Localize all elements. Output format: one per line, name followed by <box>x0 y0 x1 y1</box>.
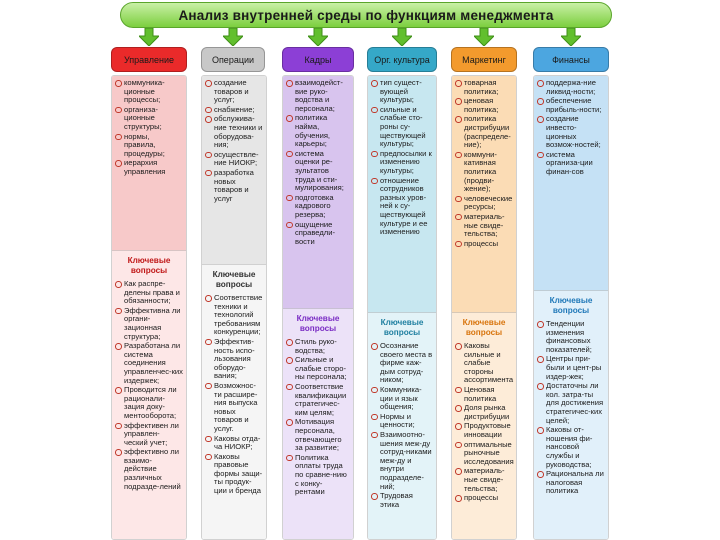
list-item <box>286 418 350 452</box>
bullet-icon <box>286 151 293 158</box>
list-item <box>205 453 263 496</box>
bullet-icon <box>205 116 212 123</box>
list-item <box>205 435 263 452</box>
question-text: Нормы и ценности; <box>380 411 415 430</box>
bullet-icon <box>115 281 122 288</box>
key-questions <box>283 308 353 540</box>
list-item <box>455 494 513 503</box>
list-item <box>205 115 263 149</box>
page-title: Анализ внутренней среды по функциям менеджмента <box>120 2 612 28</box>
column-body <box>533 75 609 540</box>
column-header: Орг. культура <box>367 47 437 72</box>
column-body <box>282 75 354 540</box>
bullet-icon <box>286 195 293 202</box>
list-item <box>537 115 605 149</box>
list-item <box>286 356 350 382</box>
key-questions <box>112 250 186 540</box>
bullet-icon <box>205 454 212 461</box>
item-text: предпосылки к изменению культуры; <box>380 148 432 175</box>
list-item <box>371 177 433 237</box>
question-text: Политика оплаты труда по сравне-нию с конку-рентами <box>295 452 347 497</box>
item-text: коммуника-ционные процессы; <box>124 78 165 105</box>
column-header: Финансы <box>533 47 609 72</box>
question-text: Рациональна ли налоговая политика <box>546 469 604 496</box>
list-item <box>286 338 350 355</box>
function-column <box>533 47 609 496</box>
key-questions-title: Ключевые вопросы <box>380 318 424 337</box>
item-text: обеспечение прибыль-ности; <box>546 96 602 114</box>
list-item <box>455 422 513 439</box>
list-item <box>205 294 263 337</box>
list-item <box>455 79 513 96</box>
item-text: подготовка кадрового резерва; <box>295 192 334 219</box>
item-text: поддержа-ние ликвид-ности; <box>546 78 596 96</box>
list-item <box>205 106 263 115</box>
question-text: Мотивация персонала, отвечающего за развитие; <box>295 417 342 453</box>
question-text: Трудовая этика <box>380 491 413 509</box>
item-text: ощущение справедли-вости <box>295 219 335 246</box>
key-questions <box>368 312 436 540</box>
item-text: ценовая политика; <box>464 96 499 114</box>
column-body <box>367 75 437 540</box>
bullet-icon <box>537 471 544 478</box>
list-item <box>537 426 605 469</box>
item-text: сильные и слабые сто-роны су-ществующей культуры; <box>380 104 426 149</box>
bullet-icon <box>286 455 293 462</box>
bullet-icon <box>455 80 462 87</box>
bullet-icon <box>205 295 212 302</box>
item-text: товарная политика; <box>464 78 499 96</box>
list-item <box>455 115 513 149</box>
question-text: Стиль руко-водства; <box>295 337 337 355</box>
list-item <box>537 355 605 381</box>
bullet-icon <box>115 160 122 167</box>
bullet-icon <box>115 423 122 430</box>
key-questions <box>534 290 608 540</box>
list-item <box>115 448 183 491</box>
key-questions-title: Ключевые вопросы <box>296 314 340 333</box>
key-questions-title: Ключевые вопросы <box>549 296 593 315</box>
question-text: Разработана ли система соединения управленчес-ких издержек; <box>124 341 183 385</box>
bullet-icon <box>115 449 122 456</box>
list-item <box>115 280 183 306</box>
question-text: Ценовая политика <box>464 384 497 403</box>
list-item <box>455 213 513 239</box>
list-item <box>455 342 513 385</box>
item-text: осуществле-ние НИОКР; <box>214 149 259 168</box>
item-text: политика найма, обучения, карьеры; <box>295 113 331 149</box>
question-text: Соответствие квалификации стратегичес-ким целям; <box>295 381 347 417</box>
bullet-icon <box>371 343 378 350</box>
bullet-icon <box>286 419 293 426</box>
list-item <box>115 307 183 341</box>
analysis-items <box>283 76 353 308</box>
list-item <box>371 342 433 385</box>
bullet-icon <box>205 152 212 159</box>
item-text: материаль-ные свиде-тельства; <box>464 211 505 239</box>
bullet-icon <box>286 339 293 346</box>
list-item <box>455 97 513 114</box>
question-text: Сильные и слабые сторо-ны персонала; <box>295 355 347 382</box>
function-column <box>111 47 187 491</box>
down-arrow-icon <box>223 28 243 46</box>
list-item <box>537 382 605 425</box>
item-text: политика дистрибуции (распределе-ние); <box>464 114 511 150</box>
bullet-icon <box>115 387 122 394</box>
question-text: Продуктовые инновации <box>464 421 511 439</box>
bullet-icon <box>205 436 212 443</box>
question-text: Возможнос-ти расшире-ния выпуска новых товаров и услуг. <box>214 380 258 433</box>
bullet-icon <box>455 116 462 123</box>
list-item <box>286 383 350 417</box>
list-item <box>371 431 433 491</box>
bullet-icon <box>286 115 293 122</box>
bullet-icon <box>537 116 544 123</box>
bullet-icon <box>455 405 462 412</box>
bullet-icon <box>537 356 544 363</box>
question-text: оптимальные рыночные исследования <box>464 439 514 466</box>
key-questions <box>202 264 266 540</box>
list-item <box>115 133 183 159</box>
column-header: Кадры <box>282 47 354 72</box>
list-item <box>115 422 183 448</box>
bullet-icon <box>371 178 378 185</box>
list-item <box>115 106 183 132</box>
function-column <box>201 47 267 496</box>
column-header: Управление <box>111 47 187 72</box>
column-header: Маркетинг <box>451 47 517 72</box>
bullet-icon <box>537 152 544 159</box>
question-text: Эффектив-ность испо-льзования оборудо-вания; <box>214 336 255 381</box>
list-item <box>371 492 433 509</box>
bullet-icon <box>205 80 212 87</box>
bullet-icon <box>455 196 462 203</box>
item-text: человеческие ресурсы; <box>464 193 513 212</box>
item-text: разработка новых товаров и услуг <box>214 167 254 203</box>
bullet-icon <box>205 383 212 390</box>
item-text: создание инвесто-ционных возмож-ностей; <box>546 114 601 150</box>
item-text: процессы <box>464 238 499 248</box>
key-questions <box>452 312 516 540</box>
question-text: Взаимоотно-шения меж-ду сотруд-никами меж-ду и внутри подразделе-ний; <box>380 429 432 491</box>
bullet-icon <box>115 343 122 350</box>
bullet-icon <box>537 321 544 328</box>
list-item <box>115 342 183 385</box>
item-text: взаимодейст-вие руко-водства и персонала; <box>295 78 343 113</box>
question-text: Проводится ли рационали-зация доку-ментооборота; <box>124 385 177 420</box>
item-text: обслужива-ние техники и оборудова-ния; <box>214 114 263 150</box>
question-text: Коммуника-ции и язык общения; <box>380 384 422 412</box>
bullet-icon <box>115 308 122 315</box>
bullet-icon <box>371 80 378 87</box>
bullet-icon <box>537 427 544 434</box>
key-questions-title: Ключевые вопросы <box>212 270 256 289</box>
question-text: Эффективна ли органи-зационная структура; <box>124 305 181 341</box>
bullet-icon <box>115 134 122 141</box>
question-text: Каковы от-ношения фи-нансовой службы и руководства; <box>546 425 593 469</box>
question-text: процессы <box>464 493 499 503</box>
question-text: материаль-ные свиде-тельства; <box>464 466 505 493</box>
list-item <box>455 467 513 493</box>
item-text: снабжение; <box>214 104 255 114</box>
list-item <box>205 79 263 105</box>
bullet-icon <box>455 241 462 248</box>
list-item <box>455 151 513 194</box>
question-text: Центры при-были и цент-ры издер-жек; <box>546 354 602 381</box>
bullet-icon <box>371 387 378 394</box>
item-text: иерархия управления <box>124 158 166 176</box>
question-text: Тенденции изменения финансовых показателей; <box>546 319 592 354</box>
down-arrow-icon <box>308 28 328 46</box>
bullet-icon <box>205 107 212 114</box>
list-item <box>286 79 350 113</box>
question-text: Каковы правовые формы защи-ты продук-ции и бренда <box>214 451 263 496</box>
question-text: Доля рынка дистрибуции <box>464 403 510 421</box>
bullet-icon <box>455 387 462 394</box>
bullet-icon <box>115 80 122 87</box>
key-questions-title: Ключевые вопросы <box>462 318 506 337</box>
column-body <box>111 75 187 540</box>
item-text: нормы, правила, процедуры; <box>124 131 165 158</box>
list-item <box>371 150 433 176</box>
bullet-icon <box>455 442 462 449</box>
list-item <box>286 150 350 193</box>
bullet-icon <box>455 98 462 105</box>
bullet-icon <box>455 214 462 221</box>
bullet-icon <box>455 343 462 350</box>
list-item <box>115 386 183 420</box>
column-body <box>451 75 517 540</box>
question-text: Осознание своего места в фирме каж-дым сотруд-ником; <box>380 341 433 385</box>
down-arrow-icon <box>474 28 494 46</box>
analysis-items <box>368 76 436 312</box>
list-item <box>205 382 263 434</box>
bullet-icon <box>205 339 212 346</box>
question-text: Как распре-делены права и обязанности; <box>124 279 180 306</box>
list-item <box>286 221 350 247</box>
question-text: Достаточны ли кол. затра-ты для достижения стратегичес-ких целей; <box>546 381 604 425</box>
list-item <box>371 413 433 430</box>
analysis-items <box>112 76 186 250</box>
bullet-icon <box>455 152 462 159</box>
list-item <box>455 386 513 403</box>
list-item <box>115 159 183 176</box>
down-arrow-icon <box>139 28 159 46</box>
list-item <box>115 79 183 105</box>
list-item <box>371 106 433 149</box>
bullet-icon <box>455 423 462 430</box>
list-item <box>455 441 513 467</box>
bullet-icon <box>537 383 544 390</box>
list-item <box>205 169 263 203</box>
bullet-icon <box>371 414 378 421</box>
item-text: система оценки ре-зультатов труда и сти-мулирования; <box>295 148 344 193</box>
list-item <box>537 470 605 496</box>
analysis-items <box>452 76 516 312</box>
list-item <box>371 386 433 412</box>
key-questions-title: Ключевые вопросы <box>127 256 171 275</box>
question-text: эффективно ли взаимо-действие различных подразде-лений <box>124 447 181 491</box>
function-column <box>367 47 437 509</box>
bullet-icon <box>115 107 122 114</box>
list-item <box>455 240 513 249</box>
function-column <box>451 47 517 503</box>
bullet-icon <box>286 222 293 229</box>
down-arrow-icon <box>392 28 412 46</box>
bullet-icon <box>371 493 378 500</box>
list-item <box>205 151 263 168</box>
question-text: эффективен ли управлен-ческий учет; <box>124 420 179 447</box>
list-item <box>286 454 350 497</box>
question-text: Каковы сильные и слабые стороны ассортимента <box>464 341 514 385</box>
bullet-icon <box>205 170 212 177</box>
question-text: Каковы отда-ча НИОКР; <box>214 433 261 452</box>
bullet-icon <box>371 151 378 158</box>
item-text: отношение сотрудников разных уров-ней к су-ществующей культуре и ее изменению <box>380 175 428 237</box>
bullet-icon <box>537 98 544 105</box>
bullet-icon <box>537 80 544 87</box>
column-header: Операции <box>201 47 265 72</box>
bullet-icon <box>286 357 293 364</box>
list-item <box>537 320 605 354</box>
list-item <box>537 151 605 177</box>
down-arrow-icon <box>561 28 581 46</box>
function-column <box>282 47 354 497</box>
item-text: система организа-ции финан-сов <box>546 149 593 176</box>
list-item <box>537 97 605 114</box>
bullet-icon <box>371 107 378 114</box>
item-text: организа-ционные структуры; <box>124 104 162 131</box>
list-item <box>537 79 605 96</box>
list-item <box>205 338 263 381</box>
analysis-items <box>202 76 266 264</box>
list-item <box>286 114 350 148</box>
bullet-icon <box>371 432 378 439</box>
list-item <box>286 194 350 220</box>
list-item <box>455 404 513 421</box>
list-item <box>455 195 513 212</box>
bullet-icon <box>286 80 293 87</box>
bullet-icon <box>455 468 462 475</box>
question-text: Соответствие техники и технологий требованиям конкуренции; <box>214 293 263 337</box>
column-body <box>201 75 267 540</box>
item-text: коммуни-кативная политика (продви-жение); <box>464 149 497 194</box>
list-item <box>371 79 433 105</box>
item-text: тип сущест-вующей культуры; <box>380 78 422 105</box>
analysis-items <box>534 76 608 290</box>
bullet-icon <box>286 384 293 391</box>
bullet-icon <box>455 495 462 502</box>
item-text: создание товаров и услуг; <box>214 78 249 105</box>
